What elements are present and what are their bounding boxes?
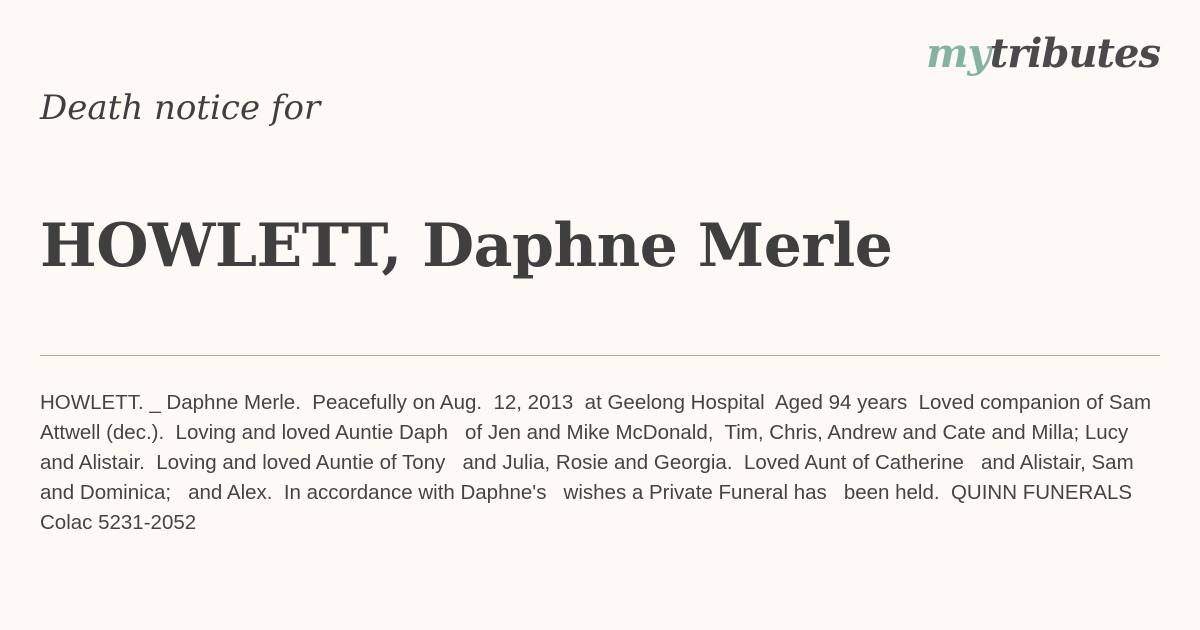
logo-my: my [926, 30, 990, 77]
deceased-name: HOWLETT, Daphne Merle [40, 211, 893, 281]
divider [40, 355, 1160, 356]
logo-tributes: tributes [989, 30, 1160, 77]
notice-body: HOWLETT. _ Daphne Merle. Peacefully on Aug. 12, 2013 at Geelong Hospital Aged 94 years Loved companion of Sam Attwell (dec.). Loving and loved Auntie Daph of Jen and Mike McDonald, Tim, Chris, Andrew and Cate and Milla; Lucy and Alistair. Loving and loved Auntie of Tony and Julia, Rosie and Georgia. Loved Aunt of Catherine and Alistair, Sam and Dominica; and Alex. In accordance with Daphne's wishes a Private Funeral has been held. QUINN FUNERALS Colac 5231-2052 [40, 391, 1168, 534]
mytributes-logo[interactable] [926, 32, 1160, 76]
notice-heading: Death notice for [40, 88, 321, 128]
